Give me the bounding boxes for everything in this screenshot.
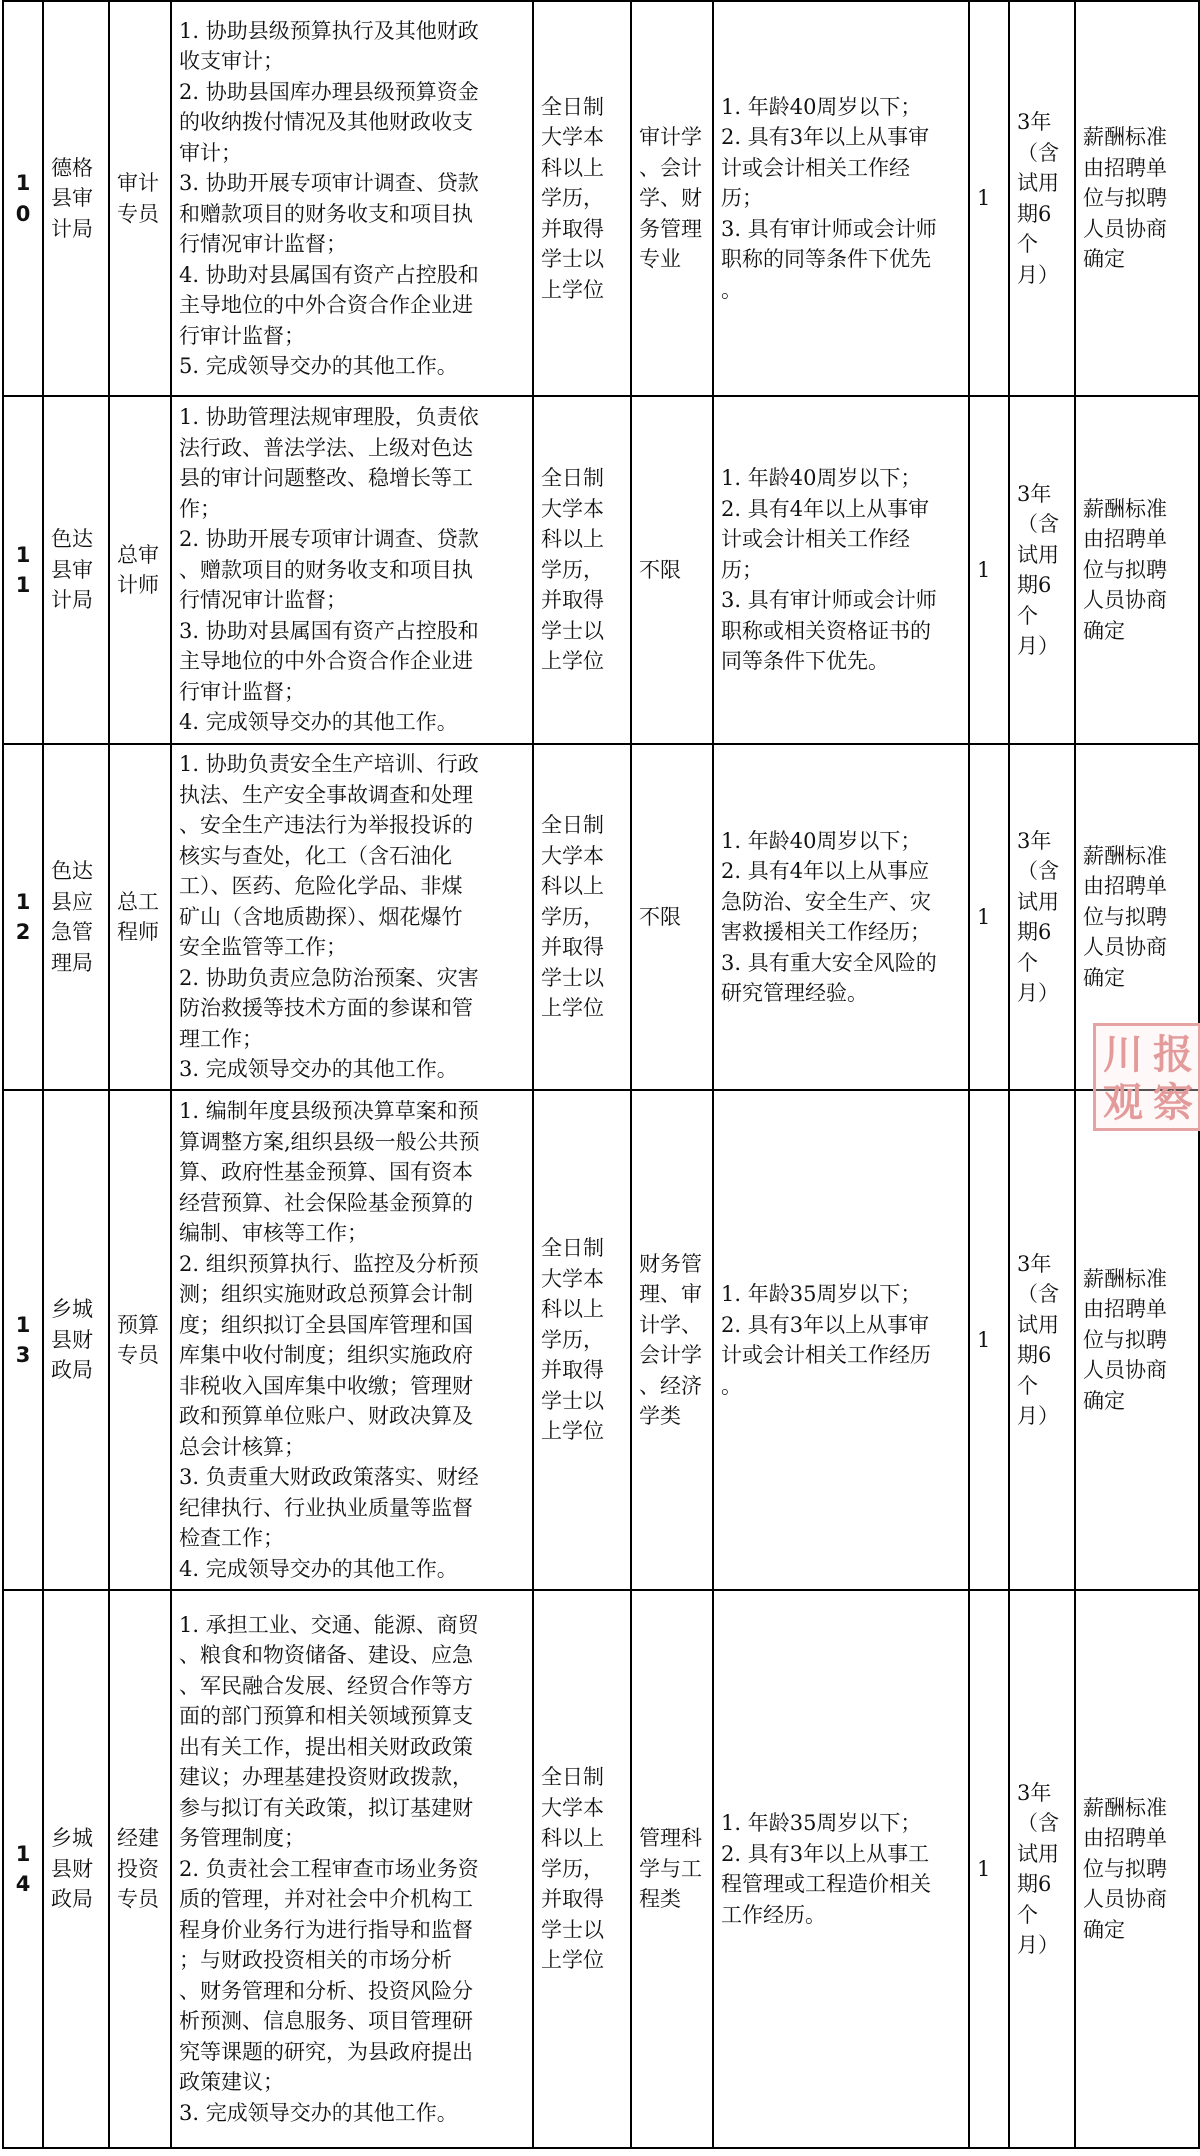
education-line: 科以上 [541, 874, 604, 899]
education-line: 科以上 [541, 155, 604, 180]
duties-line: 纪律执行、行业执业质量等监督 [179, 1495, 473, 1520]
term-line: （含 [1017, 859, 1059, 883]
salary-line: 薪酬标准 [1083, 1266, 1167, 1291]
salary-cell [1075, 1090, 1199, 1590]
requirements-line: 2. 具有3年以上从事审 [721, 125, 930, 150]
salary-cell [1075, 396, 1199, 744]
seal-char: 报 [1153, 1031, 1193, 1078]
duties-line: 、财务管理和分析、投资风险分 [179, 1978, 473, 2003]
term-line: 月） [1017, 1404, 1059, 1428]
duties-line: 法行政、普法学法、上级对色达 [179, 435, 473, 460]
employer-unit-cell [43, 744, 109, 1090]
education-line: 并取得 [541, 216, 604, 241]
duties-cell [171, 1090, 533, 1590]
duties-line: 4. 完成领导交办的其他工作。 [179, 710, 458, 735]
duties-line: 和赠款项目的财务收支和项目执 [179, 201, 473, 226]
duties-line: 收支审计； [179, 49, 284, 73]
post-line: 预算 [117, 1312, 159, 1337]
education-line: 并取得 [541, 1887, 604, 1912]
position-number-cell: 10 [3, 1, 43, 396]
requirements-line: 2. 具有3年以上从事审 [721, 1312, 930, 1337]
position-name-cell [109, 1090, 171, 1590]
education-line: 科以上 [541, 527, 604, 552]
salary-line: 薪酬标准 [1083, 1795, 1167, 1820]
duties-line: 、军民融合发展、经贸合作等方 [179, 1673, 473, 1698]
duties-line: 1. 编制年度县级预决算草案和预 [179, 1099, 479, 1123]
education-cell [533, 1, 631, 396]
education-line: 学士以 [541, 965, 604, 990]
employer-unit-cell [43, 1090, 109, 1590]
education-line: 学历， [541, 1856, 604, 1881]
requirements-line: 1. 年龄35周岁以下； [721, 1811, 922, 1835]
recruitment-table [2, 0, 1200, 2149]
salary-line: 人员协商 [1083, 588, 1167, 613]
duties-line: 库集中收付制度；组织实施政府 [179, 1343, 473, 1367]
post-line: 投资 [117, 1856, 159, 1881]
unit-line: 政局 [51, 1887, 93, 1912]
duties-cell [171, 396, 533, 744]
salary-line: 确定 [1083, 618, 1125, 643]
duties-line: 务管理制度； [179, 1826, 305, 1851]
unit-line: 德格 [51, 155, 93, 180]
duties-line: 行情况审计监督； [179, 588, 347, 613]
requirements-line: 1. 年龄40周岁以下； [721, 94, 922, 119]
position-name-cell [109, 396, 171, 744]
education-line: 上学位 [541, 649, 604, 674]
salary-cell [1075, 1590, 1199, 2148]
salary-line: 位与拟聘 [1083, 1327, 1167, 1352]
post-line: 经建 [117, 1826, 159, 1851]
salary-line: 确定 [1083, 965, 1125, 990]
salary-line: 薪酬标准 [1083, 496, 1167, 521]
duties-line: 4. 协助对县属国有资产占控股和 [179, 262, 479, 287]
salary-line: 人员协商 [1083, 1887, 1167, 1912]
term-line: 试用 [1017, 1312, 1059, 1337]
unit-line: 计局 [51, 588, 93, 613]
unit-line: 计局 [51, 216, 93, 241]
headcount-cell: 1 [969, 396, 1009, 744]
major-line: 管理科 [639, 1826, 702, 1851]
term-line: （含 [1017, 1282, 1059, 1306]
term-line: （含 [1017, 1811, 1059, 1835]
salary-line: 薪酬标准 [1083, 843, 1167, 868]
salary-line: 确定 [1083, 1917, 1125, 1942]
table-row [3, 744, 1199, 1090]
unit-line: 县应 [51, 889, 93, 914]
duties-cell [171, 744, 533, 1090]
requirements-line: 。 [721, 1373, 742, 1398]
education-cell [533, 744, 631, 1090]
education-line: 全日制 [541, 94, 604, 119]
duties-line: 参与拟订有关政策，拟订基建财 [179, 1795, 473, 1820]
education-line: 学士以 [541, 247, 604, 272]
duties-line: 县的审计问题整改、稳增长等工 [179, 466, 473, 491]
duties-line: 总会计核算； [179, 1434, 305, 1459]
salary-line: 由招聘单 [1083, 1297, 1167, 1322]
unit-line: 县审 [51, 186, 93, 211]
duties-line: 执法、生产安全事故调查和处理 [179, 782, 473, 807]
education-line: 并取得 [541, 1358, 604, 1383]
salary-line: 确定 [1083, 247, 1125, 272]
salary-line: 人员协商 [1083, 1358, 1167, 1383]
education-line: 上学位 [541, 1419, 604, 1444]
term-line: 试用 [1017, 171, 1059, 195]
duties-line: 出有关工作，提出相关财政政策 [179, 1734, 473, 1759]
post-line: 专员 [117, 1887, 159, 1912]
unit-line: 色达 [51, 859, 93, 883]
duties-line: 工）、医药、危险化学品、非煤 [179, 874, 463, 899]
requirements-line: 2. 具有4年以上从事审 [721, 496, 930, 521]
major-cell [631, 396, 713, 744]
duties-line: 建议；办理基建投资财政拨款， [179, 1765, 473, 1790]
unit-line: 县财 [51, 1856, 93, 1881]
requirements-line: 职称或相关资格证书的 [721, 618, 931, 643]
contract-term-cell [1009, 1090, 1075, 1590]
unit-line: 急管 [51, 920, 93, 944]
duties-line: 面的部门预算和相关领域预算支 [179, 1704, 473, 1729]
duties-line: 行审计监督； [179, 679, 305, 704]
requirements-line: 1. 年龄40周岁以下； [721, 466, 922, 491]
duties-line: 算调整方案,组织县级一般公共预 [179, 1129, 480, 1154]
term-line: 3年 [1017, 1251, 1052, 1276]
contract-term-cell [1009, 744, 1075, 1090]
duties-line: 非税收入国库集中收缴；管理财 [179, 1373, 473, 1398]
education-cell [533, 1590, 631, 2148]
salary-line: 位与拟聘 [1083, 557, 1167, 582]
position-name-cell [109, 744, 171, 1090]
duties-line: 4. 完成领导交办的其他工作。 [179, 1556, 458, 1581]
major-line: 程类 [639, 1887, 681, 1912]
term-line: 个 [1017, 1373, 1038, 1398]
duties-line: 1. 协助负责安全生产培训、行政 [179, 752, 479, 777]
duties-line: 检查工作； [179, 1526, 284, 1550]
term-line: 月） [1017, 1933, 1059, 1957]
salary-line: 位与拟聘 [1083, 904, 1167, 929]
seal-char: 川 [1103, 1031, 1143, 1078]
position-number-cell: 11 [3, 396, 43, 744]
position-number-cell: 13 [3, 1090, 43, 1590]
duties-line: 防治救援等技术方面的参谋和管 [179, 996, 473, 1021]
duties-cell [171, 1, 533, 396]
education-line: 学历， [541, 1327, 604, 1352]
duties-cell [171, 1590, 533, 2148]
education-line: 全日制 [541, 813, 604, 838]
salary-line: 由招聘单 [1083, 527, 1167, 552]
salary-line: 位与拟聘 [1083, 1856, 1167, 1881]
term-line: 月） [1017, 262, 1059, 287]
duties-line: 算、政府性基金预算、国有资本 [179, 1160, 473, 1184]
duties-line: 政策建议； [179, 2070, 284, 2095]
table-row [3, 1590, 1199, 2148]
education-line: 并取得 [541, 935, 604, 960]
major-line: 不限 [639, 557, 681, 582]
requirements-line: 同等条件下优先。 [721, 649, 889, 674]
duties-line: 2. 负责社会工程审查市场业务资 [179, 1856, 479, 1881]
requirements-line: 害救援相关工作经历； [721, 920, 931, 944]
duties-line: 测；组织实施财政总预算会计制 [179, 1282, 473, 1306]
seal-char: 观 [1103, 1079, 1143, 1126]
term-line: 个 [1017, 950, 1038, 975]
duties-line: 程身价业务行为进行指导和监督 [179, 1917, 473, 1942]
major-line: 学与工 [639, 1856, 702, 1881]
major-line: 会计学 [639, 1343, 702, 1367]
education-line: 科以上 [541, 1826, 604, 1851]
education-line: 学历， [541, 557, 604, 582]
education-line: 学历， [541, 904, 604, 929]
duties-line: 矿山（含地质勘探）、烟花爆竹 [179, 904, 463, 929]
duties-line: 的收纳拨付情况及其他财政收支 [179, 110, 473, 134]
requirements-line: 急防治、安全生产、灾 [721, 889, 931, 914]
term-line: 3年 [1017, 1780, 1052, 1805]
post-line: 计师 [117, 573, 159, 597]
education-line: 大学本 [541, 1266, 604, 1291]
major-line: 专业 [639, 247, 681, 272]
term-line: 个 [1017, 1902, 1038, 1927]
requirements-line: 计或会计相关工作经 [721, 155, 910, 180]
education-line: 全日制 [541, 466, 604, 491]
term-line: 期6 [1017, 201, 1052, 226]
requirements-line: 2. 具有4年以上从事应 [721, 859, 930, 883]
duties-line: ；与财政投资相关的市场分析 [179, 1948, 452, 1973]
requirements-line: 程管理或工程造价相关 [721, 1872, 931, 1896]
education-line: 学士以 [541, 618, 604, 643]
post-line: 审计 [117, 171, 159, 195]
education-line: 大学本 [541, 125, 604, 150]
duties-line: 质的管理，并对社会中介机构工 [179, 1887, 473, 1912]
education-line: 上学位 [541, 996, 604, 1021]
major-line: 学、财 [639, 186, 702, 211]
duties-line: 主导地位的中外合资合作企业进 [179, 293, 473, 317]
education-line: 学历， [541, 186, 604, 211]
position-name-cell [109, 1590, 171, 2148]
page [2, 0, 1198, 2149]
unit-line: 县财 [51, 1327, 93, 1352]
headcount-cell: 1 [969, 1590, 1009, 2148]
term-line: 试用 [1017, 889, 1059, 914]
duties-line: 2. 协助开展专项审计调查、贷款 [179, 527, 479, 552]
duties-line: 1. 协助管理法规审理股，负责依 [179, 405, 479, 430]
duties-line: 2. 组织预算执行、监控及分析预 [179, 1251, 479, 1276]
term-line: 月） [1017, 634, 1059, 658]
duties-line: 安全监管等工作； [179, 935, 347, 960]
requirements-line: 职称的同等条件下优先 [721, 247, 931, 272]
duties-line: 政和预算单位账户、财政决算及 [179, 1404, 473, 1428]
duties-line: 2. 协助负责应急防治预案、灾害 [179, 965, 479, 990]
major-line: 财务管 [639, 1251, 702, 1276]
requirements-cell [713, 1, 969, 396]
requirements-line: 2. 具有3年以上从事工 [721, 1841, 930, 1866]
major-line: 不限 [639, 904, 681, 929]
headcount-cell: 1 [969, 1, 1009, 396]
salary-line: 薪酬标准 [1083, 125, 1167, 150]
requirements-line: 3. 具有审计师或会计师 [721, 588, 937, 613]
table-body [3, 1, 1199, 2148]
education-line: 全日制 [541, 1236, 604, 1261]
term-line: 期6 [1017, 573, 1052, 597]
unit-line: 色达 [51, 527, 93, 552]
term-line: 期6 [1017, 1872, 1052, 1896]
duties-line: 究等课题的研究，为县政府提出 [179, 2039, 473, 2064]
salary-line: 确定 [1083, 1388, 1125, 1413]
requirements-line: 历； [721, 557, 763, 582]
duties-line: 审计； [179, 140, 242, 165]
term-line: 个 [1017, 232, 1038, 256]
salary-line: 人员协商 [1083, 935, 1167, 960]
education-line: 学士以 [541, 1917, 604, 1942]
duties-line: 行情况审计监督； [179, 232, 347, 256]
duties-line: 度；组织拟订全县国库管理和国 [179, 1312, 473, 1337]
unit-line: 乡城 [51, 1826, 93, 1851]
duties-line: 主导地位的中外合资合作企业进 [179, 649, 473, 674]
major-cell [631, 1, 713, 396]
watermark-seal [1093, 1023, 1200, 1131]
education-line: 上学位 [541, 277, 604, 302]
unit-line: 县审 [51, 557, 93, 582]
post-line: 专员 [117, 201, 159, 226]
post-line: 专员 [117, 1343, 159, 1367]
major-line: 学类 [639, 1404, 681, 1428]
requirements-cell [713, 396, 969, 744]
employer-unit-cell [43, 1, 109, 396]
major-cell [631, 1090, 713, 1590]
position-number-cell: 14 [3, 1590, 43, 2148]
duties-line: 1. 协助县级预算执行及其他财政 [179, 18, 479, 43]
duties-line: 行审计监督； [179, 323, 305, 348]
term-line: 试用 [1017, 542, 1059, 567]
duties-line: 析预测、信息服务、项目管理研 [179, 2009, 473, 2034]
duties-line: 1. 承担工业、交通、能源、商贸 [179, 1612, 479, 1637]
duties-line: 3. 完成领导交办的其他工作。 [179, 2100, 458, 2125]
unit-line: 乡城 [51, 1297, 93, 1322]
education-line: 科以上 [541, 1297, 604, 1322]
requirements-line: 计或会计相关工作经 [721, 527, 910, 552]
requirements-line: 历； [721, 186, 763, 211]
term-line: 3年 [1017, 828, 1052, 853]
unit-line: 政局 [51, 1358, 93, 1383]
salary-line: 位与拟聘 [1083, 186, 1167, 211]
duties-line: 、粮食和物资储备、建设、应急 [179, 1643, 473, 1668]
requirements-line: 。 [721, 277, 742, 302]
requirements-cell [713, 744, 969, 1090]
major-line: 、会计 [639, 155, 702, 180]
education-line: 学士以 [541, 1388, 604, 1413]
duties-line: 3. 负责重大财政政策落实、财经 [179, 1465, 479, 1489]
duties-line: 3. 完成领导交办的其他工作。 [179, 1057, 458, 1082]
education-line: 上学位 [541, 1948, 604, 1973]
education-line: 大学本 [541, 1795, 604, 1820]
duties-line: 编制、审核等工作； [179, 1221, 368, 1245]
duties-line: 理工作； [179, 1026, 263, 1051]
salary-line: 由招聘单 [1083, 1826, 1167, 1851]
salary-cell [1075, 1, 1199, 396]
duties-line: 3. 协助开展专项审计调查、贷款 [179, 171, 479, 195]
requirements-cell [713, 1090, 969, 1590]
post-line: 程师 [117, 920, 159, 944]
requirements-line: 计或会计相关工作经历 [721, 1343, 931, 1367]
duties-line: 2. 协助县国库办理县级预算资金 [179, 79, 479, 104]
major-line: 计学、 [639, 1312, 702, 1337]
employer-unit-cell [43, 1590, 109, 2148]
headcount-cell: 1 [969, 744, 1009, 1090]
major-cell [631, 744, 713, 1090]
major-line: 、经济 [639, 1373, 702, 1398]
salary-line: 由招聘单 [1083, 155, 1167, 180]
contract-term-cell [1009, 1, 1075, 396]
major-line: 审计学 [639, 125, 702, 150]
salary-line: 由招聘单 [1083, 874, 1167, 899]
unit-line: 理局 [51, 950, 93, 975]
table-row [3, 1, 1199, 396]
term-line: 试用 [1017, 1841, 1059, 1866]
contract-term-cell [1009, 396, 1075, 744]
duties-line: 5. 完成领导交办的其他工作。 [179, 354, 458, 378]
major-cell [631, 1590, 713, 2148]
duties-line: 经营预算、社会保险基金预算的 [179, 1190, 473, 1215]
position-name-cell [109, 1, 171, 396]
requirements-line: 研究管理经验。 [721, 981, 868, 1005]
education-line: 并取得 [541, 588, 604, 613]
education-line: 全日制 [541, 1765, 604, 1790]
requirements-line: 1. 年龄35周岁以下； [721, 1282, 922, 1306]
duties-line: 3. 协助对县属国有资产占控股和 [179, 618, 479, 643]
requirements-line: 工作经历。 [721, 1902, 826, 1927]
salary-line: 人员协商 [1083, 216, 1167, 241]
education-cell [533, 1090, 631, 1590]
employer-unit-cell [43, 396, 109, 744]
table-row [3, 1090, 1199, 1590]
requirements-line: 3. 具有审计师或会计师 [721, 216, 937, 241]
education-cell [533, 396, 631, 744]
major-line: 务管理 [639, 216, 702, 241]
term-line: 个 [1017, 603, 1038, 628]
contract-term-cell [1009, 1590, 1075, 2148]
headcount-cell: 1 [969, 1090, 1009, 1590]
term-line: 期6 [1017, 1343, 1052, 1367]
education-line: 大学本 [541, 843, 604, 868]
post-line: 总审 [117, 542, 159, 567]
term-line: 3年 [1017, 481, 1052, 506]
duties-line: 、赠款项目的财务收支和项目执 [179, 557, 473, 582]
term-line: 期6 [1017, 920, 1052, 944]
term-line: 3年 [1017, 110, 1052, 134]
major-line: 理、审 [639, 1282, 702, 1306]
requirements-line: 3. 具有重大安全风险的 [721, 950, 937, 975]
requirements-cell [713, 1590, 969, 2148]
term-line: 月） [1017, 981, 1059, 1005]
duties-line: 、安全生产违法行为举报投诉的 [179, 813, 473, 838]
education-line: 大学本 [541, 496, 604, 521]
post-line: 总工 [117, 889, 159, 914]
term-line: （含 [1017, 140, 1059, 165]
duties-line: 核实与查处，化工（含石油化 [179, 843, 452, 868]
seal-char: 察 [1153, 1079, 1193, 1126]
term-line: （含 [1017, 512, 1059, 536]
position-number-cell: 12 [3, 744, 43, 1090]
requirements-line: 1. 年龄40周岁以下； [721, 828, 922, 853]
table-row [3, 396, 1199, 744]
duties-line: 作； [179, 496, 221, 521]
